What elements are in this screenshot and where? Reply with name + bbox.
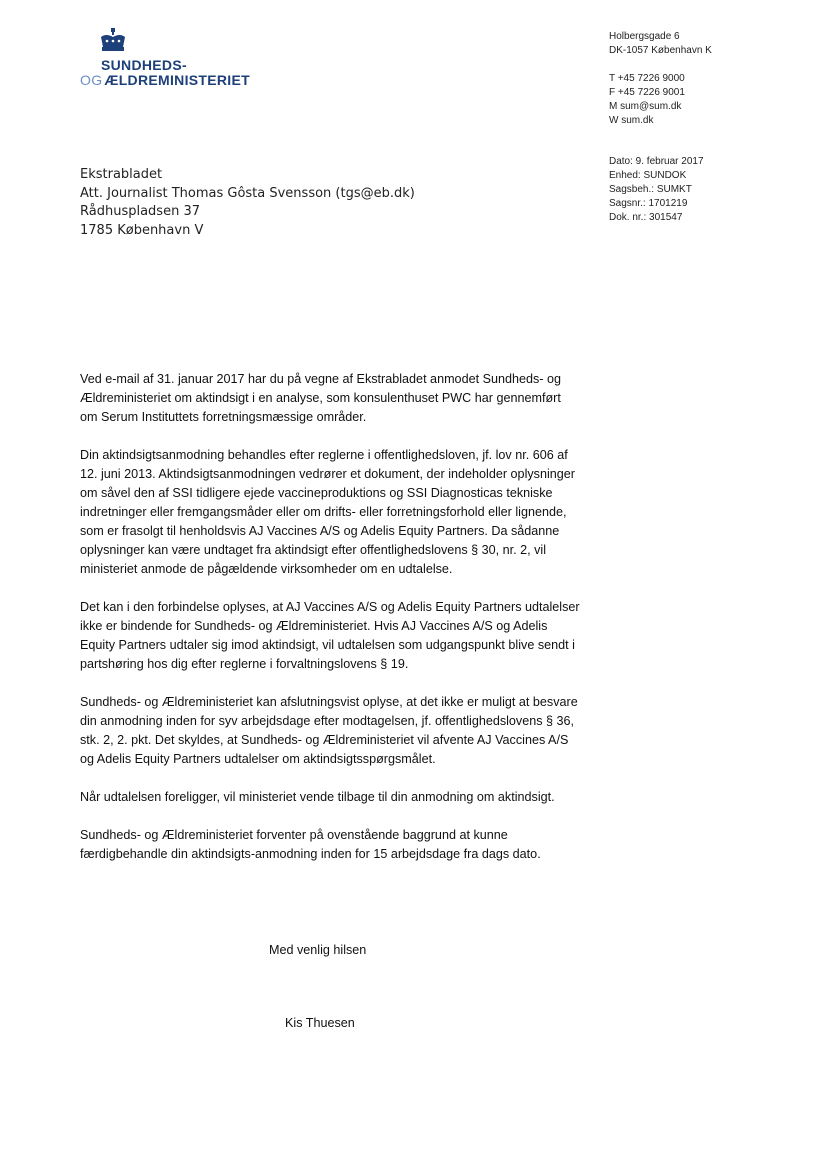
recipient-line-2: Att. Journalist Thomas Gôsta Svensson (tgs@eb.dk) — [80, 185, 415, 201]
contact-info — [609, 30, 712, 128]
meta-unit: Enhed: SUNDOK — [609, 170, 687, 181]
crown-icon — [98, 28, 128, 56]
body-paragraph: Det kan i den forbindelse oplyses, at AJ Vaccines A/S og Adelis Equity Partners udtalelser ikke er bindende for Sundheds- og Ældreministeriet. Hvis AJ Vaccines A/S og Adelis Equity Partners udtaler sig imod aktindsigt, vil udtalelsen som udgangspunkt blive sendt i partshøring hos dig efter reglerne i forvaltningslovens § 19. — [80, 600, 580, 671]
recipient-line-1: Ekstrabladet — [80, 167, 163, 182]
recipient-address — [80, 166, 415, 240]
body-paragraph: Sundheds- og Ældreministeriet forventer på ovenstående baggrund at kunne færdigbehandle din aktindsigts-anmodning inden for 15 arbejdsdage fra dags dato. — [80, 828, 541, 861]
meta-document-number: Dok. nr.: 301547 — [609, 212, 683, 223]
signature-name: Kis Thuesen — [285, 1016, 355, 1030]
website: W sum.dk — [609, 115, 654, 126]
recipient-line-4: 1785 København V — [80, 222, 204, 238]
closing-salutation: Med venlig hilsen — [269, 943, 367, 957]
body-paragraph: Når udtalelsen foreligger, vil ministeriet vende tilbage til din anmodning om aktindsigt. — [80, 790, 555, 804]
recipient-line-3: Rådhuspladsen 37 — [80, 204, 200, 219]
fax: F +45 7226 9001 — [609, 87, 685, 98]
document-meta — [609, 155, 704, 225]
logo-og: OG — [80, 72, 103, 88]
body-paragraph: Sundheds- og Ældreministeriet kan afslutningsvist oplyse, at det ikke er muligt at besvare din anmodning inden for syv arbejdsdage efter modtagelsen, jf. offentlighedslovens § 36, stk. 2, 2. pkt. Det skyldes, at Sundheds- og Ældreministeriet vil afvente AJ Vaccines A/S og Adelis Equity Partners udtalelser om aktindsigtsspørgsmålet. — [80, 695, 578, 766]
letter-body — [80, 370, 580, 883]
phone: T +45 7226 9000 — [609, 73, 685, 84]
address-line-1: Holbergsgade 6 — [609, 31, 680, 42]
body-paragraph: Din aktindsigtsanmodning behandles efter reglerne i offentlighedsloven, jf. lov nr. 606 af 12. juni 2013. Aktindsigtsanmodningen vedrører et dokument, der indeholder oplysninger om såvel den af SSI tidligere ejede vaccineproduktions og SSI Diagnosticas tekniske indretninger eller fremgangsmåder eller om drifts- eller forretningsforhold eller lignende, som er frasolgt til henholdsvis AJ Vaccines A/S og Adelis Equity Partners. Da sådanne oplysninger kan være undtaget fra aktindsigt efter offentlighedslovens § 30, nr. 2, vil ministeriet anmode de pågældende virksomheder om en udtalelse. — [80, 448, 575, 576]
meta-date: Dato: 9. februar 2017 — [609, 156, 704, 167]
logo-ministry-name: ÆLDREMINISTERIET — [104, 72, 250, 88]
email: M sum@sum.dk — [609, 101, 682, 112]
meta-case-number: Sagsnr.: 1701219 — [609, 198, 688, 209]
address-line-2: DK-1057 København K — [609, 45, 712, 56]
logo-line-2 — [80, 72, 250, 88]
logo-line-1: SUNDHEDS- — [101, 57, 187, 73]
meta-caseworker: Sagsbeh.: SUMKT — [609, 184, 692, 195]
body-paragraph: Ved e-mail af 31. januar 2017 har du på vegne af Ekstrabladet anmodet Sundheds- og Ældreministeriet om aktindsigt i en analyse, som konsulenthuset PWC har gennemført om Serum Instituttets forretningsmæssige områder. — [80, 372, 561, 424]
